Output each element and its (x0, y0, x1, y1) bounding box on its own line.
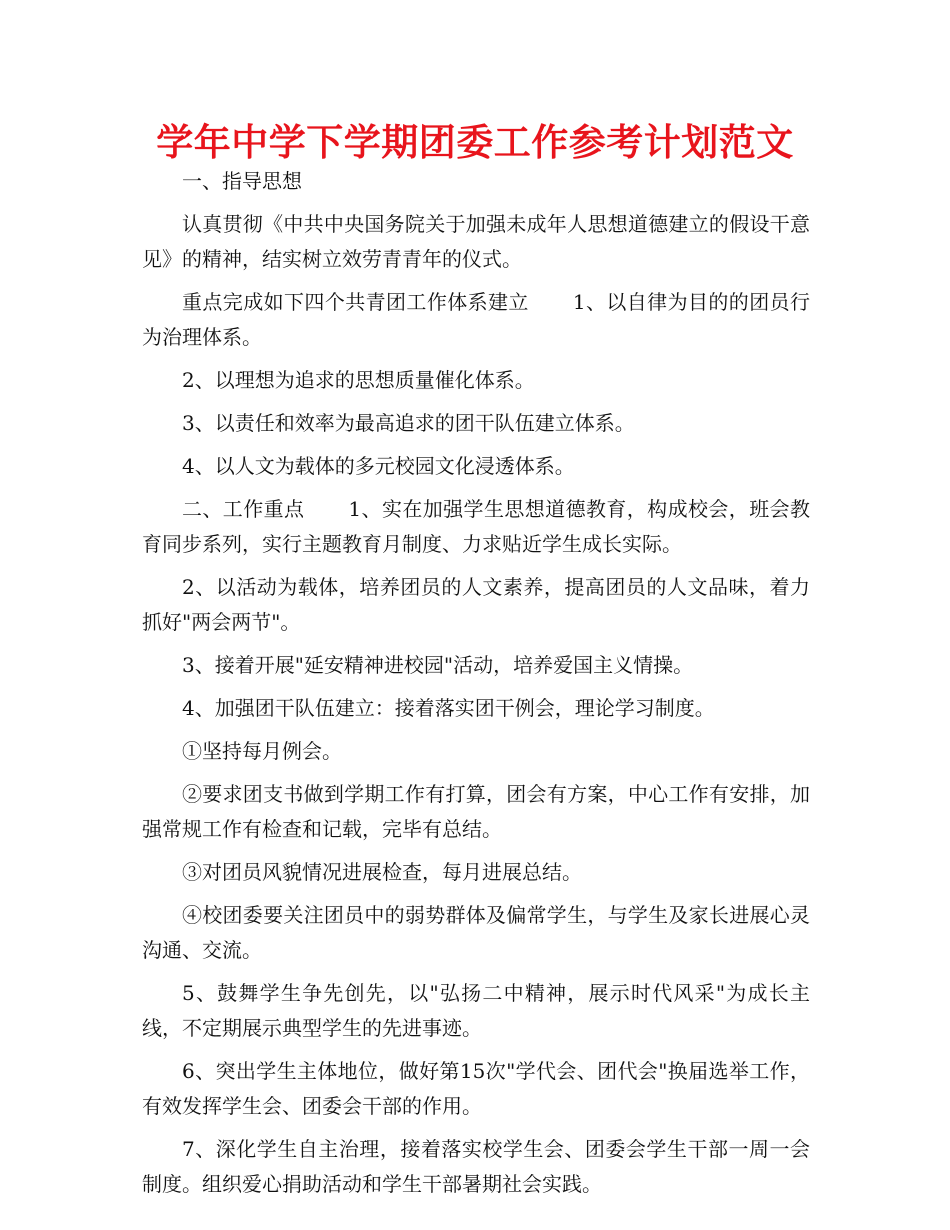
paragraph-text: 7、深化学生自主治理，接着落实校学生会、团委会学生干部一周一会制度。组织爱心捐助活动和学生干部暑期社会实践。 (142, 1137, 810, 1196)
paragraph (142, 1054, 810, 1124)
paragraph-text: 3、以责任和效率为最高追求的团干队伍建立体系。 (182, 411, 635, 435)
paragraph (142, 207, 810, 277)
paragraph-guiding-ideology-heading (142, 164, 810, 199)
paragraph (142, 570, 810, 640)
paragraph-text: ②要求团支书做到学期工作有打算，团会有方案，中心工作有安排，加强常规工作有检查和记载，完毕有总结。 (142, 782, 810, 841)
paragraph (142, 898, 810, 968)
paragraph-work-focus (142, 492, 810, 562)
paragraph (142, 855, 810, 890)
paragraph-text: ③对团员风貌情况进展检查，每月进展总结。 (182, 860, 582, 884)
paragraph (142, 976, 810, 1046)
paragraph-text: 4、以人文为载体的多元校园文化浸透体系。 (182, 454, 575, 478)
paragraph-text-continued: 1、以自律为目的的团员行为治理体系。 (142, 290, 810, 349)
document-title: 学年中学下学期团委工作参考计划范文 (156, 121, 794, 164)
paragraph (142, 691, 810, 726)
paragraph (142, 363, 810, 398)
paragraph-text: 3、接着开展"延安精神进校园"活动，培养爱国主义情操。 (182, 653, 694, 677)
paragraph-text: 认真贯彻《中共中央国务院关于加强未成年人思想道德建立的假设干意见》的精神，结实树立效劳青青年的仪式。 (142, 212, 810, 271)
document-body (142, 164, 810, 1210)
paragraph-text: ④校团委要关注团员中的弱势群体及偏常学生，与学生及家长进展心灵沟通、交流。 (142, 903, 810, 962)
paragraph-text-continued: 1、实在加强学生思想道德教育，构成校会，班会教育同步系列，实行主题教育月制度、力求贴近学生成长实际。 (142, 497, 810, 556)
paragraph (142, 777, 810, 847)
paragraph-text: 6、突出学生主体地位，做好第15次"学代会、团代会"换届选举工作，有效发挥学生会、团委会干部的作用。 (142, 1059, 810, 1118)
paragraph-text: 2、以活动为载体，培养团员的人文素养，提高团员的人文品味，着力抓好"两会两节"。 (142, 575, 810, 634)
paragraph-text: 2、以理想为追求的思想质量催化体系。 (182, 368, 535, 392)
paragraph-text: 4、加强团干队伍建立：接着落实团干例会，理论学习制度。 (182, 696, 715, 720)
paragraph-text: 二、工作重点 (182, 497, 305, 521)
paragraph-text: ①坚持每月例会。 (182, 739, 342, 763)
paragraph-text: 5、鼓舞学生争先创先，以"弘扬二中精神，展示时代风采"为成长主线，不定期展示典型学生的先进事迹。 (142, 981, 810, 1040)
paragraph-text: 一、指导思想 (182, 169, 302, 193)
paragraph (142, 734, 810, 769)
paragraph (142, 449, 810, 484)
paragraph-text: 重点完成如下四个共青团工作体系建立 (182, 290, 529, 314)
paragraph (142, 648, 810, 683)
paragraph (142, 1132, 810, 1202)
paragraph (142, 285, 810, 355)
paragraph (142, 406, 810, 441)
